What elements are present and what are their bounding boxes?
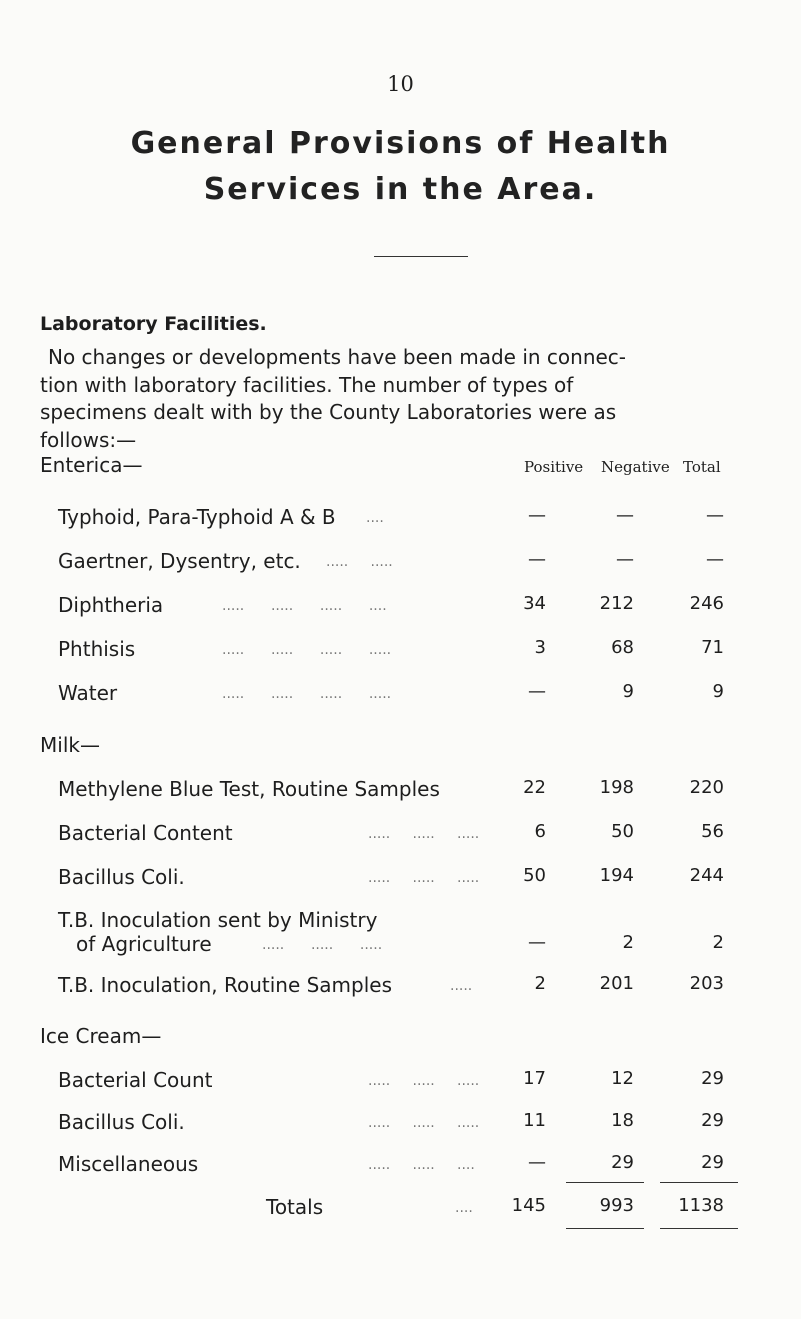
intro-paragraph <box>40 344 762 454</box>
intro-line: tion with laboratory facilities. The number of types of <box>40 372 574 397</box>
page-title-line1: General Provisions of Health <box>130 126 671 161</box>
table-row: Phthisis ..... ..... ..... ..... 3 68 71 <box>58 637 724 661</box>
title-divider <box>374 256 468 257</box>
table-row: Water ..... ..... ..... ..... — 9 9 <box>58 681 724 705</box>
table-row: T.B. Inoculation sent by Ministry of Agriculture ..... ..... ..... — 2 2 <box>58 908 724 956</box>
table-row: T.B. Inoculation, Routine Samples ..... 2 201 203 <box>58 973 724 997</box>
table-row: Bacterial Content ..... ..... ..... 6 50 56 <box>58 821 724 845</box>
table-row: Diphtheria ..... ..... ..... .... 34 212 246 <box>58 593 724 617</box>
table-row: Bacillus Coli. ..... ..... ..... 50 194 244 <box>58 865 724 889</box>
totals-rule-top <box>566 1182 644 1183</box>
table-row: Typhoid, Para-Typhoid A & B .... — — — <box>58 505 724 529</box>
column-header-total: Total <box>683 458 721 476</box>
totals-row: Totals .... 145 993 1138 <box>266 1195 724 1219</box>
group-heading-enterica: Enterica— <box>40 453 143 477</box>
page-title-line2: Services in the Area. <box>203 172 598 207</box>
page-number: 10 <box>387 72 414 96</box>
group-heading-milk: Milk— <box>40 733 100 757</box>
intro-line: specimens dealt with by the County Laboratories were as <box>40 400 617 424</box>
section-heading: Laboratory Facilities. <box>40 313 267 335</box>
totals-rule-bottom <box>660 1228 738 1229</box>
totals-rule-bottom <box>566 1228 644 1229</box>
table-row: Miscellaneous ..... ..... .... — 29 29 <box>58 1152 724 1176</box>
totals-rule-top <box>660 1182 738 1183</box>
intro-line: follows:— <box>40 427 137 452</box>
group-heading-ice-cream: Ice Cream— <box>40 1024 162 1048</box>
table-row: Bacillus Coli. ..... ..... ..... 11 18 29 <box>58 1110 724 1134</box>
column-header-positive: Positive <box>524 458 584 476</box>
table-row: Methylene Blue Test, Routine Samples 22 198 220 <box>58 777 724 801</box>
table-row: Gaertner, Dysentry, etc. ..... ..... — — — <box>58 549 724 573</box>
column-header-negative: Negative <box>601 458 670 476</box>
intro-line: No changes or developments have been made in connec- <box>48 345 627 369</box>
table-row: Bacterial Count ..... ..... ..... 17 12 29 <box>58 1068 724 1092</box>
